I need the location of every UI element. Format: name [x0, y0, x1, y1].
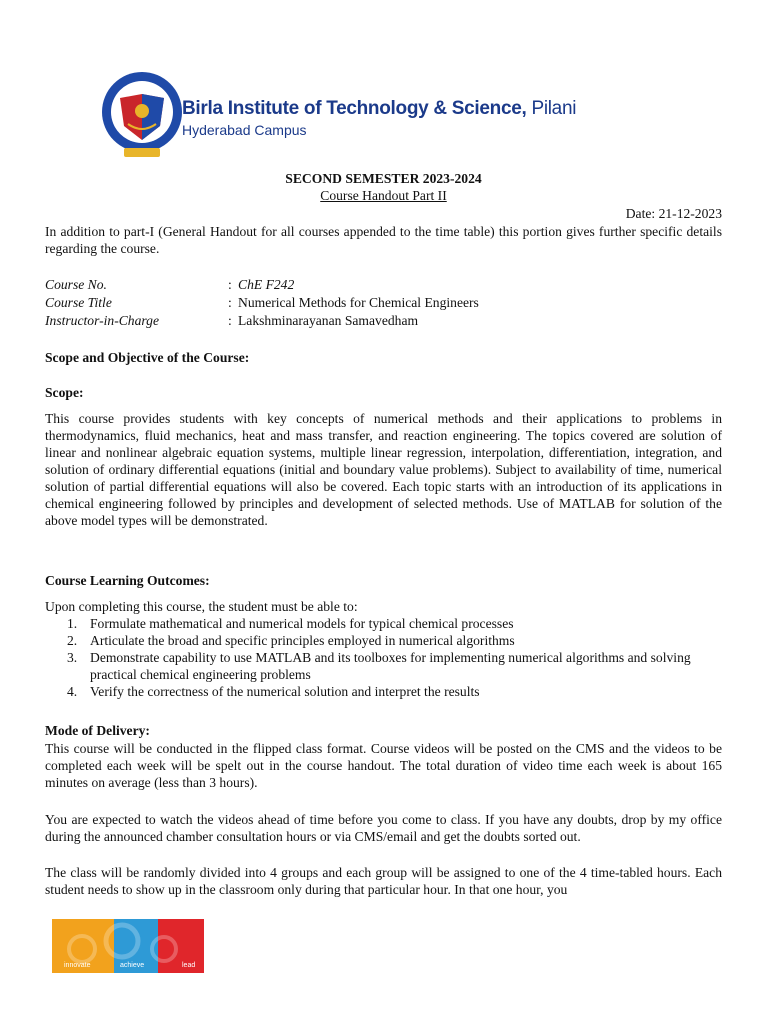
lead-word: lead: [182, 962, 196, 969]
course-info-row: [45, 276, 722, 294]
list-item: [67, 615, 722, 632]
scope-paragraph: This course provides students with key concepts of numerical methods and their applications to problems in thermodynamics, fluid mechanics, heat and mass transfer, and reaction engineering. The topics covered are solution of linear and nonlinear algebraic equation systems, multiple linear regression, interpolation, differentiation, integration, and solution of ordinary differential equations (initial and boundary value problems). Subject to availability of time, numerical solution of partial differential equations will also be covered. Each topic starts with an introduction of its applications in chemical engineering followed by principles and development of selected methods. Use of MATLAB for solution of the above model types will be demonstrated.: [45, 411, 722, 528]
innovate-word: innovate: [64, 962, 91, 969]
course-info-label: Course No.: [45, 277, 107, 292]
semester-title: SECOND SEMESTER 2023-2024: [285, 171, 482, 186]
course-info-label: Instructor-in-Charge: [45, 313, 160, 328]
outcome-text: Formulate mathematical and numerical models for typical chemical processes: [90, 616, 514, 631]
bits-crest-logo: [98, 64, 186, 164]
course-info-label: Course Title: [45, 295, 112, 310]
delivery-heading: Mode of Delivery:: [45, 723, 150, 738]
course-info-colon: :: [228, 277, 232, 292]
outcomes-list: [67, 615, 722, 700]
scope-heading: Scope:: [45, 385, 84, 400]
course-info-row: [45, 312, 722, 330]
course-info-colon: :: [228, 313, 232, 328]
outcome-text: Articulate the broad and specific principles employed in numerical algorithms: [90, 633, 515, 648]
scope-objective-heading: Scope and Objective of the Course:: [45, 350, 250, 365]
course-info-table: [45, 276, 722, 330]
course-info-row: [45, 294, 722, 312]
campus-name: Hyderabad Campus: [182, 122, 307, 138]
handout-part-title: Course Handout Part II: [320, 188, 447, 203]
intro-paragraph: In addition to part-I (General Handout for all courses appended to the time table) this portion gives further specific details regarding the course.: [45, 224, 722, 256]
list-number: 3.: [67, 650, 78, 665]
list-item: [67, 649, 722, 683]
institute-header: [98, 64, 632, 164]
course-info-colon: :: [228, 295, 232, 310]
delivery-paragraph-2: You are expected to watch the videos ahead of time before you come to class. If you have any doubts, drop by my office during the announced chamber consultation hours or via CMS/email and get the doubts sorted out.: [45, 812, 722, 844]
instructor-name: Lakshminarayanan Samavedham: [238, 313, 419, 328]
course-number: ChE F242: [238, 277, 295, 292]
handout-date: Date: 21-12-2023: [625, 206, 722, 221]
list-number: 2.: [67, 633, 78, 648]
list-number: 4.: [67, 684, 78, 699]
outcome-text: Verify the correctness of the numerical solution and interpret the results: [90, 684, 480, 699]
list-item: [67, 683, 722, 700]
delivery-paragraph-3: The class will be randomly divided into 4 groups and each group will be assigned to one of the 4 time-tabled hours. Each student needs to show up in the classroom only during that particular hour. In that one hour, you: [45, 865, 722, 897]
outcomes-heading: Course Learning Outcomes:: [45, 573, 210, 588]
innovate-achieve-lead-logo: [52, 919, 204, 973]
list-item: [67, 632, 722, 649]
achieve-word: achieve: [120, 962, 145, 969]
outcome-text: Demonstrate capability to use MATLAB and its toolboxes for implementing numerical algorithms and solving practical chemical engineering problems: [90, 650, 691, 682]
institute-name: Birla Institute of Technology & Science, Pilani: [182, 98, 577, 119]
outcomes-intro: Upon completing this course, the student must be able to:: [45, 599, 358, 614]
delivery-paragraph-1: This course will be conducted in the flipped class format. Course videos will be posted on the CMS and the videos to be completed each week will be spelt out in the course handout. The total duration of video time each week is about 165 minutes on average (less than 3 hours).: [45, 741, 722, 790]
course-title: Numerical Methods for Chemical Engineers: [238, 295, 479, 310]
gear-pattern-icon: [52, 919, 204, 973]
list-number: 1.: [67, 616, 78, 631]
